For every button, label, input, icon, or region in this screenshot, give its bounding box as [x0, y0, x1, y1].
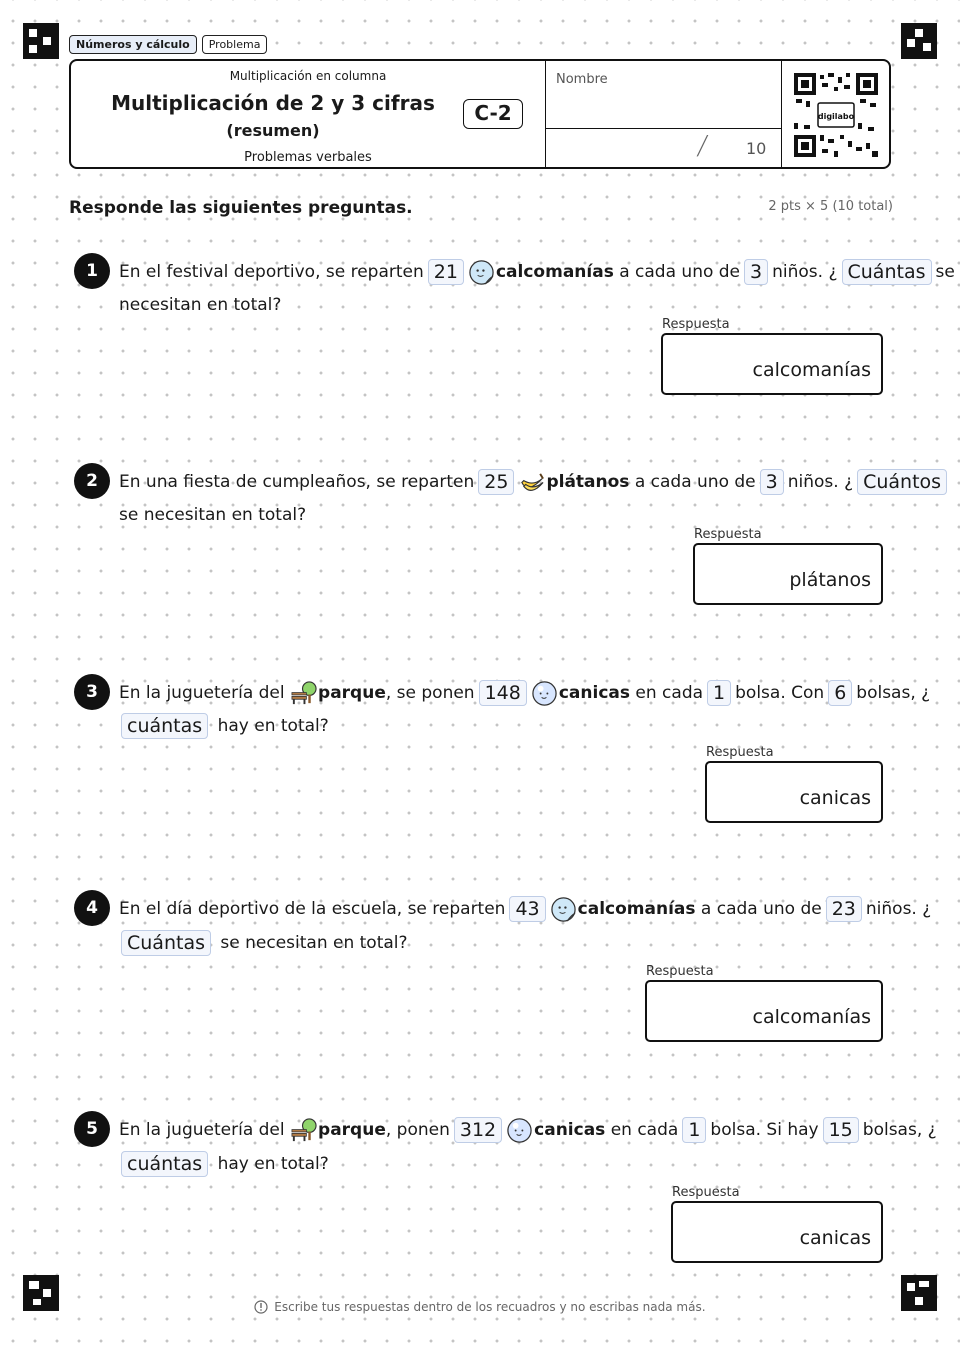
item-name: canicas [534, 1120, 606, 1140]
question-word-box: Cuántas [121, 930, 211, 956]
answer-box[interactable] [645, 980, 883, 1042]
question-text-line-2 [119, 929, 408, 957]
question-number: 4 [74, 890, 110, 926]
worksheet-header [69, 59, 891, 169]
question-text-line-1 [119, 679, 930, 707]
page-title-suffix: (resumen) [226, 121, 320, 140]
marble-icon [506, 1117, 533, 1144]
answer-unit: calcomanías [752, 359, 871, 381]
text: a cada uno de [700, 899, 822, 919]
answer-label: Respuesta [672, 1185, 740, 1200]
item-name: plátanos [546, 472, 630, 492]
score-slash: / [695, 131, 710, 161]
number-box: 43 [509, 896, 545, 922]
text: niños. ¿ [787, 472, 854, 492]
answer-box[interactable] [693, 543, 883, 605]
question-word-box: Cuántos [857, 469, 947, 495]
answer-label: Respuesta [706, 745, 774, 760]
question-word-box: cuántas [121, 1151, 208, 1177]
answer-label: Respuesta [646, 964, 714, 979]
qr-area [781, 61, 889, 167]
answer-unit: canicas [799, 1227, 871, 1249]
number-box: 312 [454, 1117, 502, 1143]
text: en cada [610, 1120, 679, 1140]
answer-box[interactable] [671, 1201, 883, 1263]
answer-unit: canicas [799, 787, 871, 809]
question-number: 3 [74, 674, 110, 710]
tag-topic: Números y cálculo [69, 35, 197, 54]
place-name: parque [318, 1120, 386, 1140]
score-total: 10 [746, 139, 767, 158]
number-box: 148 [479, 680, 527, 706]
text: En el día deportivo de la escuela, se reparten [119, 899, 506, 919]
qr-code [794, 73, 878, 157]
item-name: canicas [558, 683, 631, 703]
text: bolsas, ¿ [856, 683, 931, 703]
question-word-box: Cuántas [842, 259, 932, 285]
text: en cada [635, 683, 704, 703]
header-category: Problemas verbales [244, 150, 372, 165]
question-text-line-2: necesitan en total? [119, 295, 282, 315]
number-box: 1 [682, 1117, 706, 1143]
park-icon [290, 1117, 317, 1144]
place-name: parque [318, 683, 386, 703]
instructions: Responde las siguientes preguntas. [69, 198, 413, 218]
score-field[interactable] [545, 129, 781, 167]
answer-box[interactable] [705, 761, 883, 823]
text: bolsa. Si hay [710, 1120, 819, 1140]
text: En el festival deportivo, se reparten [119, 262, 424, 282]
question-text-line-2 [119, 1150, 329, 1178]
number-box: 25 [478, 469, 514, 495]
text: En una fiesta de cumpleaños, se reparten [119, 472, 475, 492]
question-number: 5 [74, 1111, 110, 1147]
park-icon [290, 680, 317, 707]
corner-marker-top-left [23, 23, 59, 59]
banana-icon [518, 469, 545, 496]
info-icon [254, 1300, 268, 1314]
answer-label: Respuesta [694, 527, 762, 542]
question-word-box: cuántas [121, 713, 208, 739]
corner-marker-top-right [901, 23, 937, 59]
text: a cada uno de [634, 472, 756, 492]
worksheet-code: C-2 [463, 99, 523, 129]
question-text-line-1 [119, 258, 955, 286]
number-box: 15 [823, 1117, 859, 1143]
item-name: calcomanías [577, 899, 696, 919]
number-box: 6 [828, 680, 852, 706]
question-number: 2 [74, 463, 110, 499]
footer-note [0, 1300, 960, 1314]
points-info: 2 pts × 5 (10 total) [768, 199, 893, 214]
text: se necesitan en total? [220, 933, 408, 953]
question-text-line-1 [119, 895, 931, 923]
number-box: 21 [428, 259, 464, 285]
page-title: Multiplicación de 2 y 3 cifras [111, 91, 435, 115]
text: bolsa. Con [735, 683, 825, 703]
text: a cada uno de [619, 262, 741, 282]
name-field[interactable] [545, 61, 781, 129]
text: niños. ¿ [865, 899, 932, 919]
question-text-line-1 [119, 1116, 937, 1144]
name-label: Nombre [556, 72, 608, 87]
answer-box[interactable] [661, 333, 883, 395]
text: se [935, 262, 955, 282]
number-box: 1 [707, 680, 731, 706]
tag-list [69, 35, 267, 54]
answer-label: Respuesta [662, 317, 730, 332]
answer-unit: calcomanías [752, 1006, 871, 1028]
sticker-icon [550, 896, 577, 923]
text: , ponen [385, 1120, 450, 1140]
number-box: 3 [760, 469, 784, 495]
qr-logo-text: digilabo [817, 112, 855, 121]
text: hay en total? [217, 1154, 329, 1174]
header-title-area [71, 61, 545, 167]
text: niños. ¿ [772, 262, 838, 282]
tag-type: Problema [202, 35, 268, 54]
question-text-line-1 [119, 468, 951, 496]
number-box: 23 [826, 896, 862, 922]
question-text-line-2 [119, 712, 329, 740]
marble-icon [531, 680, 558, 707]
text: bolsas, ¿ [862, 1120, 937, 1140]
question-number: 1 [74, 253, 110, 289]
footer-text: Escribe tus respuestas dentro de los recuadros y no escribas nada más. [274, 1300, 706, 1314]
item-name: calcomanías [495, 262, 614, 282]
answer-unit: plátanos [789, 569, 871, 591]
number-box: 3 [744, 259, 768, 285]
question-text-line-2: se necesitan en total? [119, 505, 307, 525]
sticker-icon [468, 259, 495, 286]
text: En la juguetería del [119, 683, 285, 703]
header-subtitle: Multiplicación en columna [229, 69, 387, 83]
text: , se ponen [385, 683, 475, 703]
text: hay en total? [217, 716, 329, 736]
text: En la juguetería del [119, 1120, 285, 1140]
